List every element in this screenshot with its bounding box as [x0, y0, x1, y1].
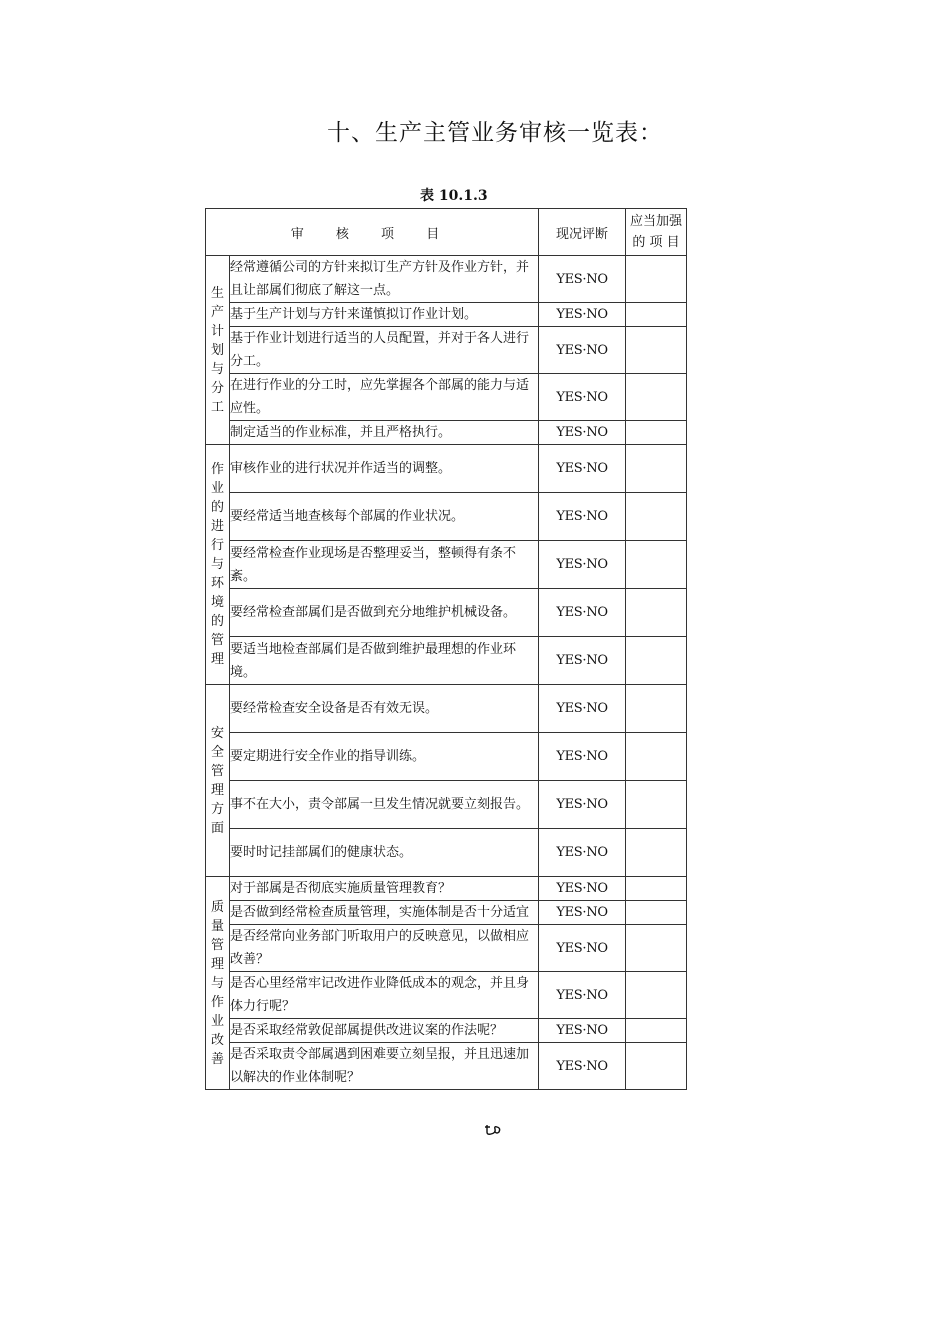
header-audit-item: 审 核 项 目 [206, 209, 539, 256]
audit-item-text: 基于生产计划与方针来谨慎拟订作业计划。 [230, 303, 539, 327]
decorative-ornament-icon [484, 1124, 502, 1136]
audit-item-text: 要经常检查作业现场是否整理妥当，整顿得有条不紊。 [230, 541, 539, 589]
strengthen-cell [626, 901, 687, 925]
table-row [206, 541, 687, 589]
table-header-row [206, 209, 687, 256]
table-row [206, 829, 687, 877]
eval-cell: YES·NO [539, 256, 626, 303]
category-cell [206, 877, 230, 1090]
strengthen-cell [626, 781, 687, 829]
eval-cell: YES·NO [539, 637, 626, 685]
table-row [206, 327, 687, 374]
category-label: 作业的进行与环境的管理 [210, 462, 224, 667]
audit-item-text: 基于作业计划进行适当的人员配置，并对于各人进行分工。 [230, 327, 539, 374]
eval-cell: YES·NO [539, 685, 626, 733]
category-label: 安全管理方面 [210, 725, 224, 836]
eval-cell: YES·NO [539, 589, 626, 637]
audit-item-text: 要定期进行安全作业的指导训练。 [230, 733, 539, 781]
strengthen-cell [626, 256, 687, 303]
category-cell [206, 685, 230, 877]
audit-item-text: 事不在大小，责令部属一旦发生情况就要立刻报告。 [230, 781, 539, 829]
strengthen-cell [626, 374, 687, 421]
eval-cell: YES·NO [539, 303, 626, 327]
table-row [206, 972, 687, 1019]
table-row [206, 901, 687, 925]
strengthen-cell [626, 589, 687, 637]
strengthen-cell [626, 303, 687, 327]
audit-item-text: 要经常适当地查核每个部属的作业状况。 [230, 493, 539, 541]
eval-cell: YES·NO [539, 541, 626, 589]
strengthen-cell [626, 493, 687, 541]
strengthen-cell [626, 972, 687, 1019]
header-strengthen-items: 应当加强的 项 目 [626, 209, 687, 256]
strengthen-cell [626, 877, 687, 901]
eval-cell: YES·NO [539, 781, 626, 829]
audit-item-text: 是否采取经常敦促部属提供改进议案的作法呢？ [230, 1019, 539, 1043]
table-row [206, 685, 687, 733]
table-row [206, 493, 687, 541]
table-row [206, 781, 687, 829]
strengthen-cell [626, 445, 687, 493]
audit-item-text: 对于部属是否彻底实施质量管理教育？ [230, 877, 539, 901]
strengthen-cell [626, 733, 687, 781]
audit-item-text: 是否采取责令部属遇到困难要立刻呈报，并且迅速加以解决的作业体制呢？ [230, 1043, 539, 1090]
table-caption: 表 10.1.3 [420, 188, 488, 204]
strengthen-cell [626, 925, 687, 972]
strengthen-cell [626, 1043, 687, 1090]
category-label: 生产计划与分工 [210, 285, 224, 415]
category-cell [206, 256, 230, 445]
strengthen-cell [626, 1019, 687, 1043]
eval-cell: YES·NO [539, 1019, 626, 1043]
eval-cell: YES·NO [539, 1043, 626, 1090]
table-row [206, 589, 687, 637]
header-current-eval: 现况评断 [539, 209, 626, 256]
table-row [206, 374, 687, 421]
audit-item-text: 要适当地检查部属们是否做到维护最理想的作业环境。 [230, 637, 539, 685]
audit-item-text: 审核作业的进行状况并作适当的调整。 [230, 445, 539, 493]
category-cell [206, 445, 230, 685]
strengthen-cell [626, 327, 687, 374]
eval-cell: YES·NO [539, 877, 626, 901]
strengthen-cell [626, 829, 687, 877]
eval-cell: YES·NO [539, 374, 626, 421]
strengthen-cell [626, 421, 687, 445]
table-row [206, 303, 687, 327]
strengthen-cell [626, 685, 687, 733]
table-row [206, 877, 687, 901]
page-title: 十、生产主管业务审核一览表： [327, 120, 663, 146]
table-row [206, 256, 687, 303]
category-label: 质量管理与作业改善 [210, 899, 224, 1067]
eval-cell: YES·NO [539, 493, 626, 541]
table-row [206, 445, 687, 493]
eval-cell: YES·NO [539, 901, 626, 925]
strengthen-cell [626, 637, 687, 685]
eval-cell: YES·NO [539, 421, 626, 445]
table-row [206, 733, 687, 781]
eval-cell: YES·NO [539, 972, 626, 1019]
eval-cell: YES·NO [539, 733, 626, 781]
table-row [206, 925, 687, 972]
audit-item-text: 经常遵循公司的方针来拟订生产方针及作业方针，并且让部属们彻底了解这一点。 [230, 256, 539, 303]
eval-cell: YES·NO [539, 829, 626, 877]
table-row [206, 421, 687, 445]
audit-item-text: 要经常检查部属们是否做到充分地维护机械设备。 [230, 589, 539, 637]
audit-item-text: 要时时记挂部属们的健康状态。 [230, 829, 539, 877]
table-row [206, 1019, 687, 1043]
eval-cell: YES·NO [539, 327, 626, 374]
audit-item-text: 在进行作业的分工时，应先掌握各个部属的能力与适应性。 [230, 374, 539, 421]
audit-item-text: 是否做到经常检查质量管理，实施体制是否十分适宜 [230, 901, 539, 925]
eval-cell: YES·NO [539, 925, 626, 972]
table-row [206, 637, 687, 685]
eval-cell: YES·NO [539, 445, 626, 493]
audit-item-text: 制定适当的作业标准，并且严格执行。 [230, 421, 539, 445]
strengthen-cell [626, 541, 687, 589]
audit-item-text: 是否心里经常牢记改进作业降低成本的观念，并且身体力行呢？ [230, 972, 539, 1019]
audit-item-text: 要经常检查安全设备是否有效无误。 [230, 685, 539, 733]
audit-table [205, 208, 687, 1090]
table-row [206, 1043, 687, 1090]
audit-item-text: 是否经常向业务部门听取用户的反映意见，以做相应改善？ [230, 925, 539, 972]
